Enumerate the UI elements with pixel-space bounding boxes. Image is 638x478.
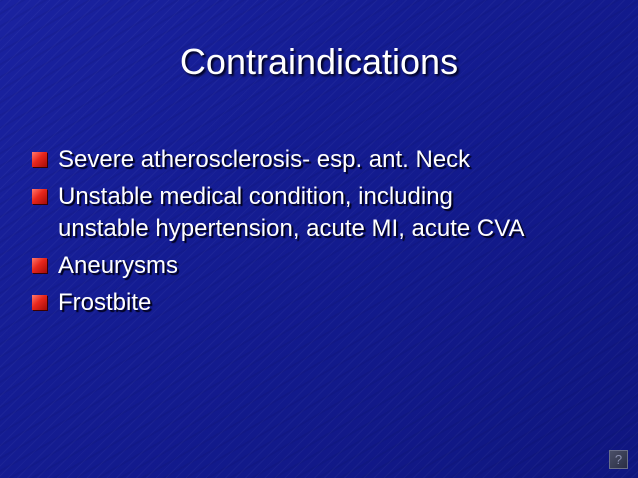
bullet-item	[32, 287, 612, 319]
bullet-text: Unstable medical condition, including unstable hypertension, acute MI, acute CVA	[58, 183, 525, 242]
slide-title: Contraindications	[179, 41, 459, 82]
bullet-item	[32, 144, 612, 176]
bullet-square-icon	[32, 258, 47, 273]
bullet-square-icon	[32, 152, 47, 167]
bullet-text: Frostbite	[58, 289, 152, 316]
bullet-list	[32, 144, 612, 324]
help-button[interactable]	[609, 450, 628, 469]
bullet-square-icon	[32, 295, 47, 310]
bullet-item	[32, 250, 612, 282]
bullet-item	[32, 181, 612, 245]
bullet-text: Severe atherosclerosis- esp. ant. Neck	[58, 146, 471, 173]
bullet-text: Aneurysms	[58, 252, 179, 279]
help-icon: ?	[614, 452, 623, 467]
bullet-square-icon	[32, 189, 47, 204]
